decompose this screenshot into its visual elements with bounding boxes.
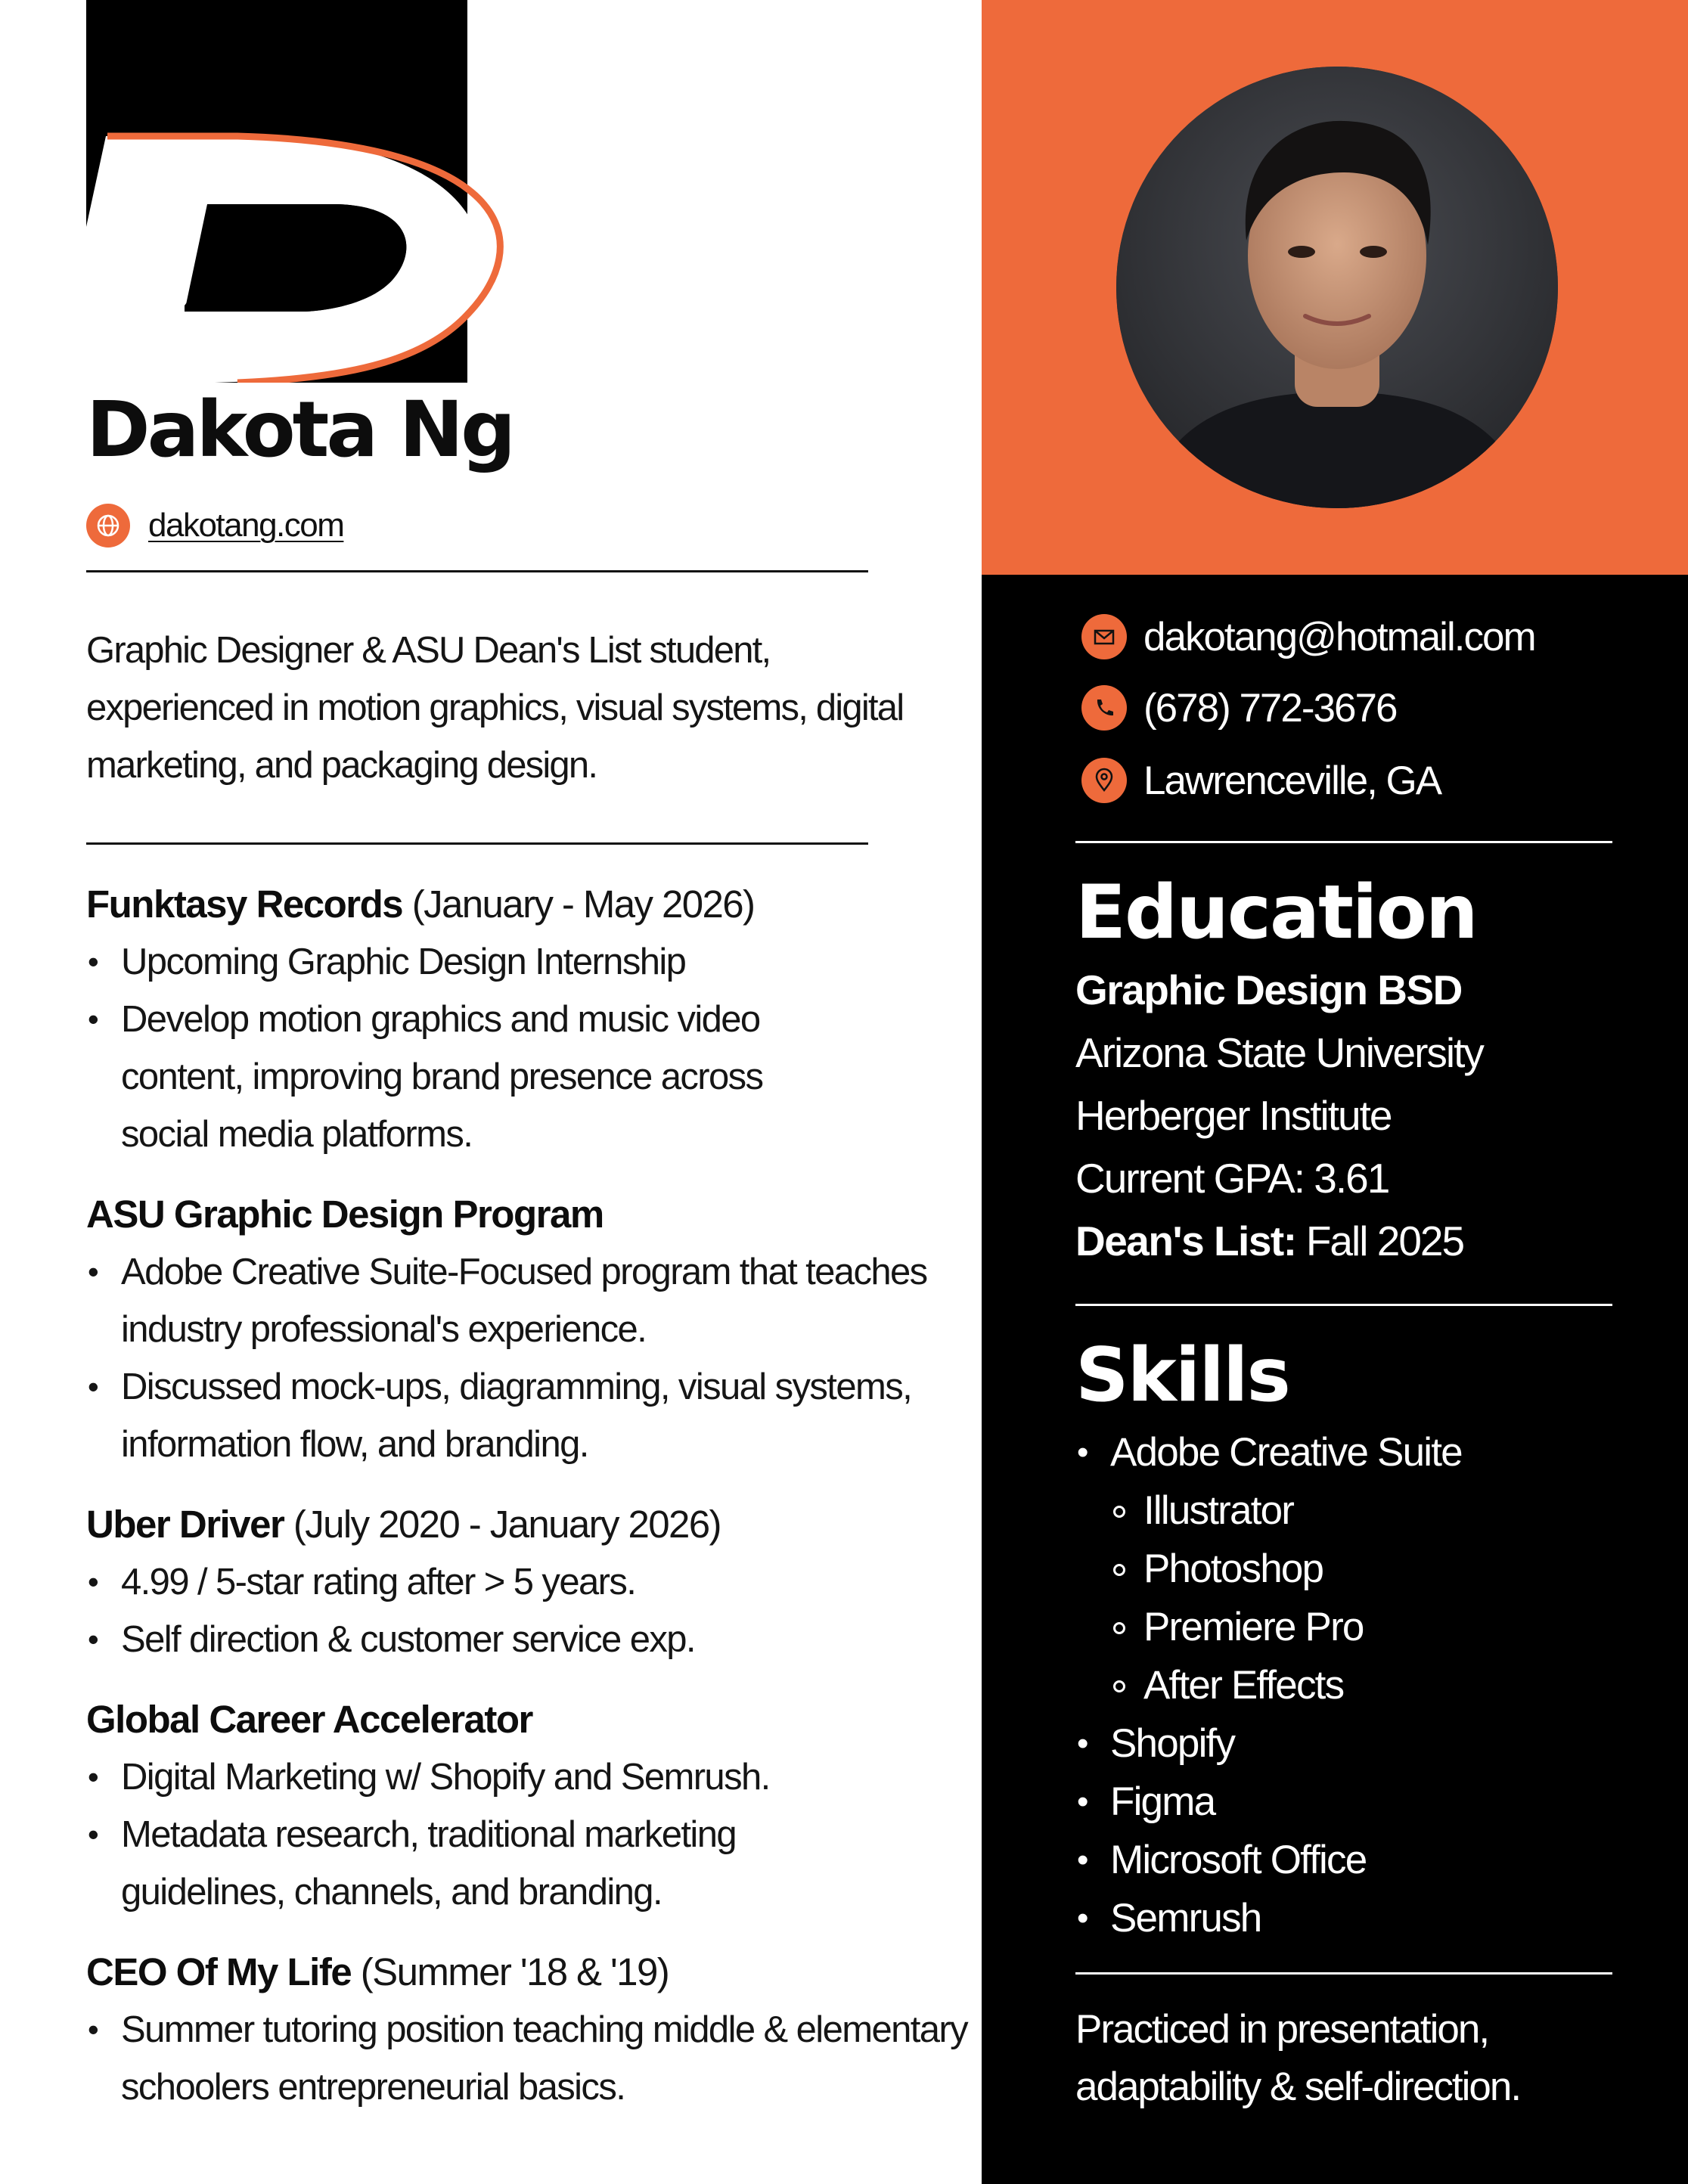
school: Arizona State University [1075, 1029, 1483, 1076]
job-dates: (July 2020 - January 2026) [284, 1503, 721, 1546]
globe-icon [86, 504, 130, 548]
job-heading [86, 876, 963, 933]
deans-list-value: Fall 2025 [1295, 1218, 1464, 1264]
location-text: Lawrenceville, GA [1143, 758, 1441, 803]
experience-global-career [86, 1691, 963, 1921]
experience-asu-program [86, 1186, 963, 1473]
deans-list [1075, 1210, 1650, 1273]
job-bullet: • Upcoming Graphic Design Internship [86, 933, 963, 991]
job-bullet: • Discussed mock-ups, diagramming, visual systems, information flow, and branding. [86, 1358, 923, 1473]
divider [1075, 1304, 1612, 1306]
contact-phone-row [1081, 685, 1396, 731]
experience-ceo [86, 1944, 968, 2116]
job-bullet: • Adobe Creative Suite-Focused program that teaches industry professional's experience. [86, 1243, 968, 1358]
job-bullet: • 4.99 / 5-star rating after > 5 years. [86, 1553, 963, 1611]
contact-location-row [1081, 758, 1441, 803]
skill-subitem: Premiere Pro [1075, 1598, 1650, 1656]
phone-icon [1081, 685, 1127, 731]
job-title: Funktasy Records [86, 883, 403, 926]
skill-item: • Figma [1075, 1773, 1650, 1831]
skill-subitem: After Effects [1075, 1656, 1650, 1714]
divider [86, 570, 868, 572]
job-title: Uber Driver [86, 1503, 284, 1546]
email-icon [1081, 614, 1127, 659]
job-bullet: • Digital Marketing w/ Shopify and Semrush. [86, 1748, 963, 1806]
experience-uber [86, 1496, 963, 1668]
profile-summary: Graphic Designer & ASU Dean's List student, experienced in motion graphics, visual systems, digital marketing, and packaging design. [86, 630, 904, 786]
job-heading [86, 1691, 963, 1748]
location-pin-icon [1081, 758, 1127, 803]
divider [1075, 1972, 1612, 1975]
candidate-name: Dakota Ng [86, 385, 514, 475]
job-title: CEO Of My Life [86, 1950, 352, 1993]
profile-photo [1116, 67, 1558, 508]
job-dates: (January - May 2026) [402, 883, 755, 926]
job-bullet: • Metadata research, traditional marketing guidelines, channels, and branding. [86, 1806, 892, 1921]
skill-item: • Microsoft Office [1075, 1831, 1650, 1889]
skill-subitem: Photoshop [1075, 1540, 1650, 1598]
job-heading [86, 1186, 963, 1243]
closing-statement: Practiced in presentation, adaptability & self-direction. [1075, 2007, 1521, 2109]
divider [86, 842, 868, 845]
job-heading [86, 1944, 963, 2001]
website-link[interactable]: dakotang.com [148, 507, 344, 544]
job-bullet: • Develop motion graphics and music video content, improving brand presence across social media platforms. [86, 991, 847, 1163]
gpa: Current GPA: 3.61 [1075, 1155, 1389, 1202]
skills-list [1075, 1423, 1650, 1947]
job-dates: (Summer '18 & '19) [351, 1950, 669, 1993]
job-bullet: • Summer tutoring position teaching middle & elementary schoolers entrepreneurial basics. [86, 2001, 983, 2116]
experience-funktasy [86, 876, 963, 1163]
job-title: ASU Graphic Design Program [86, 1193, 604, 1236]
contact-email-row [1081, 614, 1535, 659]
website-row [86, 504, 343, 548]
email-text[interactable]: dakotang@hotmail.com [1143, 614, 1535, 659]
divider [1075, 841, 1612, 843]
skill-subitem: Illustrator [1075, 1481, 1650, 1540]
skill-item: • Shopify [1075, 1714, 1650, 1773]
phone-text[interactable]: (678) 772-3676 [1143, 685, 1397, 731]
degree: Graphic Design BSD [1075, 966, 1462, 1013]
skill-item: • Adobe Creative Suite [1075, 1423, 1650, 1481]
job-heading [86, 1496, 963, 1553]
institute: Herberger Institute [1075, 1092, 1392, 1139]
job-bullet: • Self direction & customer service exp. [86, 1611, 963, 1668]
skills-heading: Skills [1075, 1332, 1289, 1419]
education-details [1075, 959, 1650, 1273]
education-heading: Education [1075, 870, 1477, 956]
deans-list-label: Dean's List: [1075, 1218, 1296, 1264]
dn-logo [86, 0, 516, 383]
skill-item: • Semrush [1075, 1889, 1650, 1947]
job-title: Global Career Accelerator [86, 1698, 532, 1741]
